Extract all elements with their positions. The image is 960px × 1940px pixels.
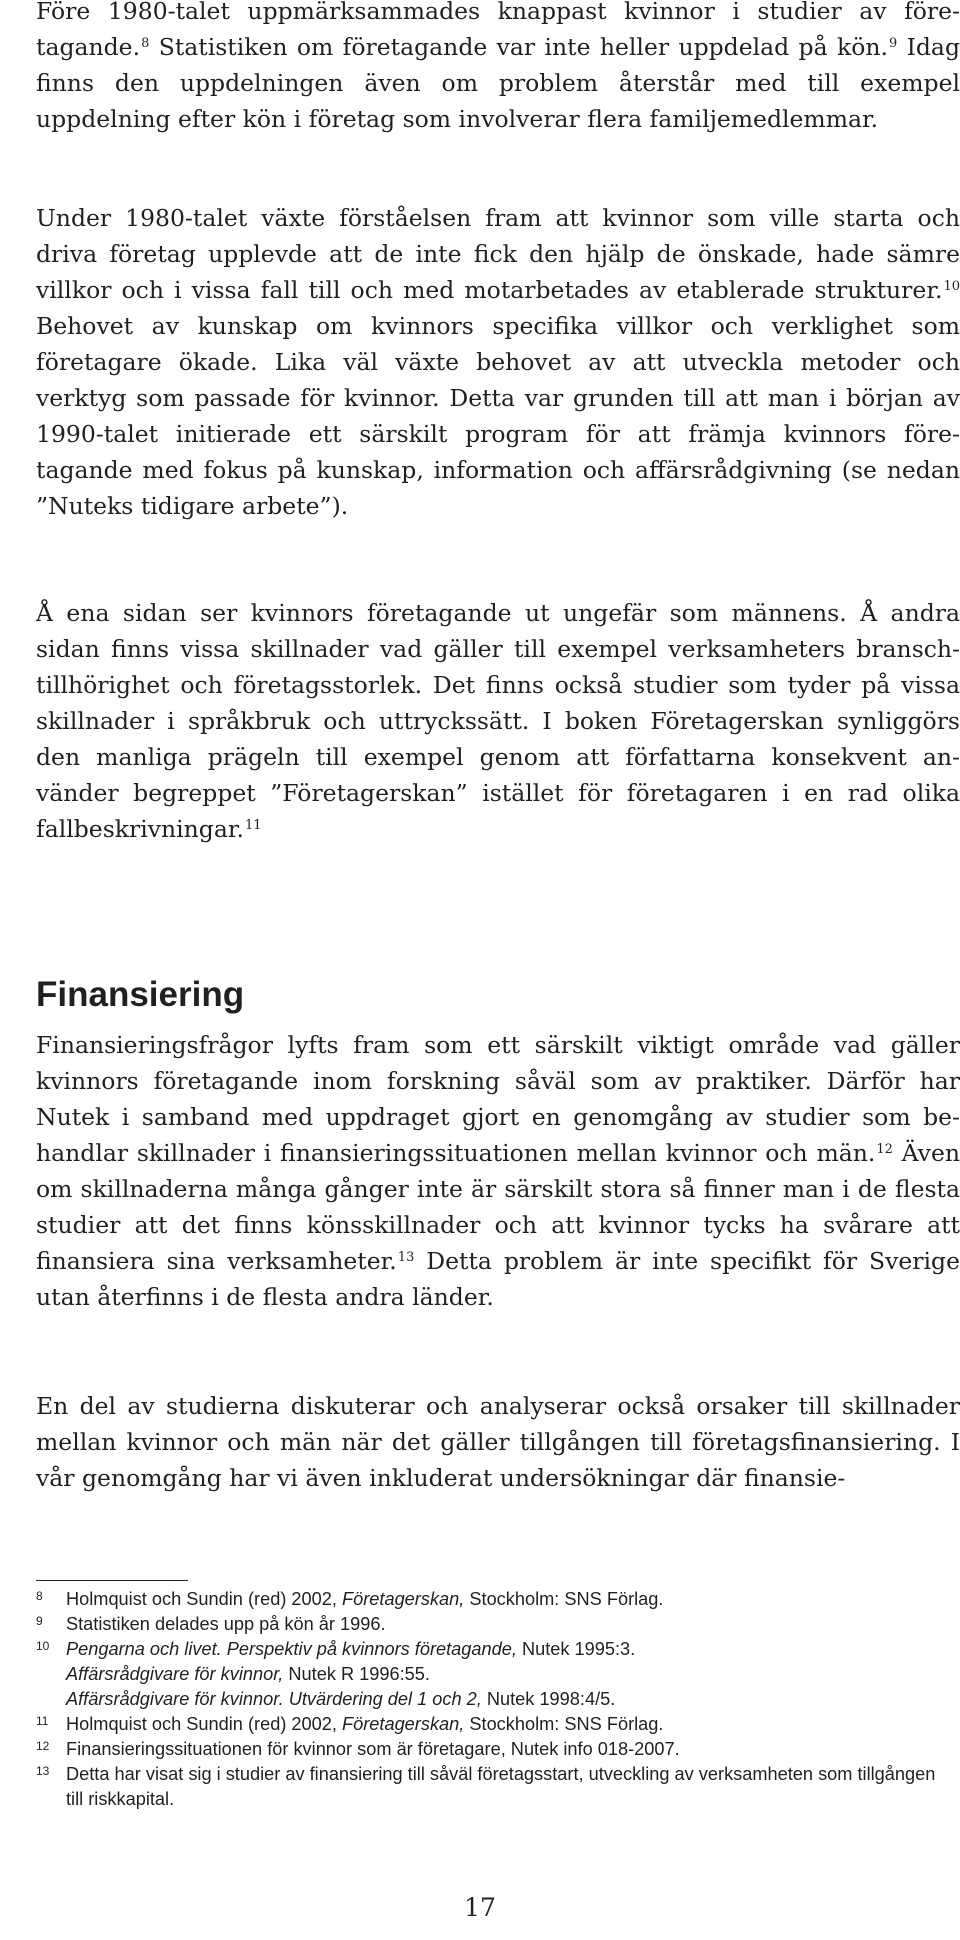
footnote-item <box>36 1637 956 1662</box>
footnote-ref-8[interactable]: 8 <box>141 36 150 51</box>
footnote-list <box>36 1587 956 1812</box>
footnote-text <box>66 1662 430 1687</box>
footnote-text <box>66 1587 663 1612</box>
footnote-title: Företagerskan, <box>342 1714 465 1734</box>
footnote-number: 10 <box>36 1639 50 1653</box>
paragraph-2-text-a: Under 1980-talet växte förståelsen fram att kvinnor som ville starta och driva företag upplevde att de inte fick den hjälp de önskade, hade sämre villkor och i vissa fall till och med motarbetades av etablerade strukturer. <box>36 204 960 304</box>
footnote-text-part: Stockholm: SNS Förlag. <box>464 1589 664 1609</box>
paragraph-1-text-b: Statistiken om företagande var inte heller uppdelad på kön. <box>149 33 888 61</box>
paragraph-5 <box>36 1388 960 1496</box>
paragraph-1 <box>36 0 960 137</box>
footnote-ref-9[interactable]: 9 <box>888 36 898 51</box>
footnote-title: Pengarna och livet. Perspektiv på kvinnors företagande, <box>66 1639 517 1659</box>
footnote-number: 11 <box>36 1714 49 1728</box>
section-heading-finansiering: Finansiering <box>36 975 245 1014</box>
footnote-item <box>36 1762 956 1812</box>
footnote-text-part: Stockholm: SNS Förlag. <box>464 1714 664 1734</box>
footnote-text <box>66 1687 615 1712</box>
footnote-text <box>66 1637 635 1662</box>
footnote-text-part: Detta har visat sig i studier av finansiering till såväl företagsstart, utveckling av verksamheten som tillgången till riskkapital. <box>66 1764 936 1809</box>
footnote-text-part: Nutek R 1996:55. <box>283 1664 430 1684</box>
footnote-item <box>36 1587 956 1612</box>
footnote-divider <box>36 1580 188 1581</box>
footnote-text-part: Statistiken delades upp på kön år 1996. <box>66 1614 386 1634</box>
paragraph-1-text-c: Idag finns den uppdelningen även om problem återstår med till exempel uppdelning efter kön i företag som involverar flera familjemedlemmar. <box>36 33 960 133</box>
footnote-item <box>36 1687 956 1712</box>
footnote-text-part: Nutek 1995:3. <box>516 1639 636 1659</box>
paragraph-3 <box>36 595 960 847</box>
footnote-number: 9 <box>36 1614 43 1628</box>
footnote-number: 13 <box>36 1764 50 1778</box>
footnote-text <box>66 1612 386 1637</box>
paragraph-2-text-b: Behovet av kunskap om kvinnors specifika villkor och verklighet som företagare ökade. Lika väl växte behovet av att utveckla metoder och verktyg som passade för kvinnor. Detta var grunden till att man i början av 1990-talet initierade ett särskilt program för att främja kvinnors före-tagande med fokus på kunskap, information och affärsrådgivning (se nedan ”Nuteks tidigare arbete”). <box>36 312 960 520</box>
paragraph-4-text-a: Finansieringsfrågor lyfts fram som ett särskilt viktigt område vad gäller kvinnors företagande inom forskning såväl som av praktiker. Därför har Nutek i samband med uppdraget gjort en genomgång av studier som be-handlar skillnader i finansieringssituationen mellan kvinnor och män. <box>36 1031 960 1167</box>
footnote-ref-10[interactable]: 10 <box>943 279 960 294</box>
footnote-number: 8 <box>36 1589 43 1603</box>
footnote-number: 12 <box>36 1739 50 1753</box>
footnote-text <box>66 1712 663 1737</box>
paragraph-4 <box>36 1027 960 1315</box>
paragraph-4-text-b: Även om skillnaderna många gånger inte är särskilt stora så finner man i de flesta studier att det finns könsskillnader och att kvinnor tycks ha svårare att finansiera sina verksamheter. <box>36 1139 960 1275</box>
paragraph-2 <box>36 200 960 524</box>
paragraph-5-text-a: En del av studierna diskuterar och analyserar också orsaker till skillnader mellan kvinnor och män när det gäller tillgången till företagsfinansiering. I vår genomgång har vi även inkluderat undersökningar där finansie- <box>36 1392 960 1492</box>
paragraph-1-text-a: Före 1980-talet uppmärksammades knappast kvinnor i studier av före-tagande. <box>36 0 960 61</box>
footnote-text-part: Nutek 1998:4/5. <box>481 1689 616 1709</box>
footnote-ref-12[interactable]: 12 <box>876 1142 893 1157</box>
footnote-item <box>36 1612 956 1637</box>
footnote-title: Affärsrådgivare för kvinnor, <box>66 1664 284 1684</box>
footnote-ref-11[interactable]: 11 <box>244 818 262 833</box>
paragraph-4-text-c: Detta problem är inte specifikt för Sverige utan återfinns i de flesta andra länder. <box>36 1247 960 1311</box>
footnote-title: Affärsrådgivare för kvinnor. Utvärdering del 1 och 2, <box>66 1689 482 1709</box>
paragraph-3-text-a: Å ena sidan ser kvinnors företagande ut ungefär som männens. Å andra sidan finns vissa skillnader vad gäller till exempel verksamheters bransch-tillhörighet och företagsstorlek. Det finns också studier som tyder på vissa skillnader i språkbruk och uttryckssätt. I boken Företagerskan synliggörs den manliga prägeln till exempel genom att författarna konsekvent an-vänder begreppet ”Företagerskan” istället för företagaren i en rad olika fallbeskrivningar. <box>36 599 960 843</box>
footnote-item <box>36 1712 956 1737</box>
footnote-title: Företagerskan, <box>342 1589 465 1609</box>
footnote-ref-13[interactable]: 13 <box>397 1250 415 1265</box>
footnotes <box>36 1580 956 1812</box>
footnote-text-part: Finansieringssituationen för kvinnor som är företagare, Nutek info 018-2007. <box>66 1739 680 1759</box>
footnote-text <box>66 1762 956 1812</box>
footnote-item <box>36 1662 956 1687</box>
footnote-text-part: Holmquist och Sundin (red) 2002, <box>66 1714 342 1734</box>
page-number: 17 <box>464 1893 496 1922</box>
footnote-text-part: Holmquist och Sundin (red) 2002, <box>66 1589 342 1609</box>
footnote-item <box>36 1737 956 1762</box>
footnote-text <box>66 1737 680 1762</box>
